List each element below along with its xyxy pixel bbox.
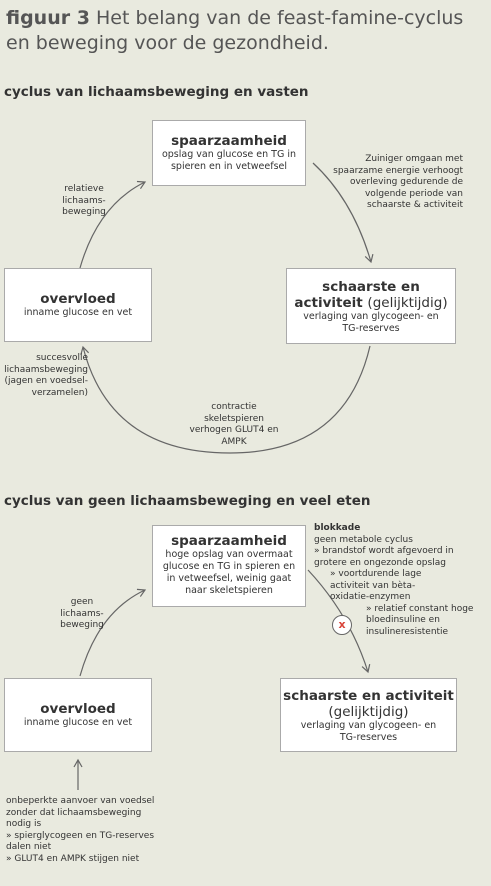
box-title: schaarste en activiteit (294, 279, 420, 311)
cycle1-title: cyclus van lichaamsbeweging en vasten (4, 84, 309, 100)
cycle2-box-schaarste (280, 678, 457, 752)
figure-label: figuur 3 (6, 7, 90, 29)
box-title: spaarzaamheid (171, 133, 287, 149)
box-title: overvloed (40, 701, 116, 717)
box-subtitle: opslag van glucose en TG in spieren en in vetweefsel (161, 149, 297, 172)
box-title-extra: (gelijktijdig) (328, 704, 409, 720)
box-subtitle: hoge opslag van overmaat glucose en TG in spieren en in vetweefsel, weinig gaat naar skeletspieren (162, 549, 296, 596)
label-relatieve-beweging: relatieve lichaams- beweging (62, 184, 106, 217)
cycle2-box-spaarzaamheid (152, 525, 306, 607)
cycle1-box-overvloed (4, 268, 152, 342)
cycle2-box-overvloed (4, 678, 152, 752)
box-title: schaarste en activiteit (283, 688, 454, 704)
label-contractie: contractie skeletspieren verhogen GLUT4 en AMPK (189, 402, 279, 447)
box-title-extra: (gelijktijdig) (367, 295, 448, 311)
label-zuiniger: Zuiniger omgaan met spaarzame energie verhoogt overleving gedurende de volgende periode van schaarste & activiteit (333, 154, 463, 210)
box-subtitle: inname glucose en vet (23, 717, 133, 728)
blockade-heading: blokkade (314, 523, 361, 533)
box-subtitle: verlaging van glycogeen- en TG-reserves (300, 720, 437, 743)
blockade-item: » brandstof wordt afgevoerd in grotere en ongezonde opslag (314, 546, 454, 568)
box-subtitle: verlaging van glycogeen- en TG-reserves (303, 311, 439, 334)
cycle2-title: cyclus van geen lichaamsbeweging en veel eten (4, 493, 371, 509)
box-title: overvloed (40, 291, 116, 307)
blockade-item: » relatief constant hoge bloedinsuline en insulineresistentie (366, 603, 474, 637)
cycle1-box-schaarste (286, 268, 456, 344)
label-succesvolle-beweging: succesvolle lichaamsbeweging (jagen en voedsel- verzamelen) (4, 353, 88, 398)
figure-caption: Het belang van de feast-famine-cyclus en beweging voor de gezondheid. (6, 7, 464, 54)
box-title: spaarzaamheid (171, 533, 287, 549)
blockade-line: geen metabole cyclus (314, 534, 413, 545)
box-subtitle: inname glucose en vet (23, 307, 133, 318)
supply-note-item: » GLUT4 en AMPK stijgen niet (6, 853, 140, 864)
cycle1-box-spaarzaamheid (152, 120, 306, 186)
supply-note (6, 796, 156, 865)
supply-note-item: » spierglycogeen en TG-reserves dalen niet (6, 830, 155, 852)
blocked-x-icon: x (332, 615, 352, 635)
supply-note-intro: onbeperkte aanvoer van voedsel zonder dat lichaamsbeweging nodig is (6, 796, 155, 829)
label-geen-beweging: geen lichaams- beweging (60, 597, 104, 630)
blockade-item: » voortdurende lage activiteit van bèta- oxidatie-enzymen (330, 569, 422, 602)
